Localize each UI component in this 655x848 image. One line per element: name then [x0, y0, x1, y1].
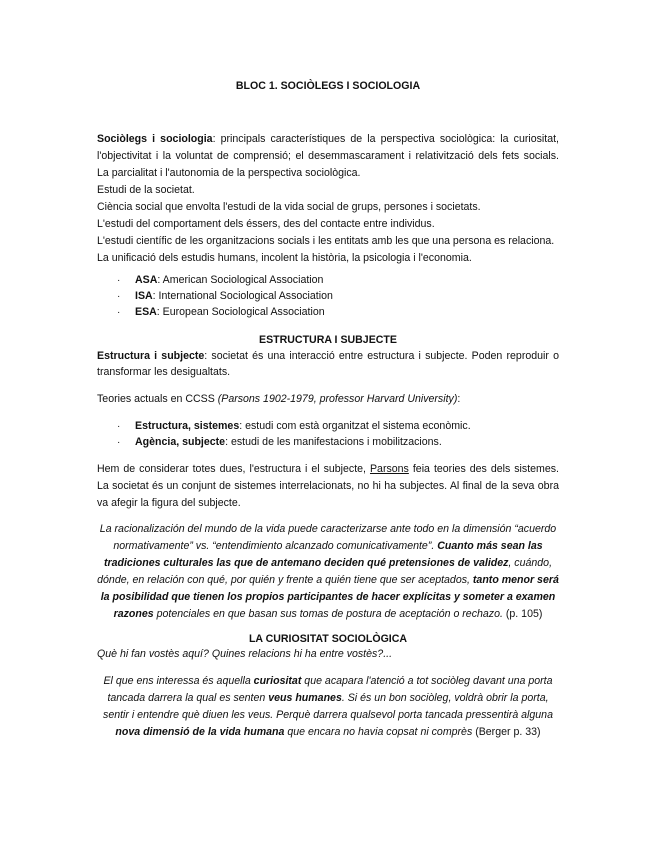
teories-line: Teories actuals en CCSS (Parsons 1902-1979, professor Harvard University):	[97, 393, 461, 405]
curiositat-question: Què hi fan vostès aquí? Quines relacions hi ha entre vostès?...	[97, 648, 393, 660]
list-bullet: ·	[117, 291, 121, 302]
list-bullet: ·	[117, 421, 121, 432]
list-bullet: ·	[117, 437, 121, 448]
document-title: BLOC 1. SOCIÒLEGS I SOCIOLOGIA	[235, 80, 421, 92]
list-item-isa: ISA: International Sociological Association	[135, 290, 333, 302]
intro-line-3: La parcialitat i l'autonomia de la perspectiva sociològica.	[97, 167, 361, 179]
quote2-line-3: sentir i entendre què diuen les veus. Perquè darrera qualsevol porta tancada pressentirà alguna	[103, 709, 553, 721]
quote2-line-2: tancada darrera la qual es senten veus humanes. Si és un bon sociòleg, voldrà obrir la porta,	[107, 692, 549, 704]
quote2-line-4: nova dimensió de la vida humana que encara no havia copsat ni comprès (Berger p. 33)	[115, 726, 541, 738]
section-heading-estructura: ESTRUCTURA I SUBJECTE	[259, 334, 397, 346]
quote2-line-1: El que ens interessa és aquella curiositat que acapara l'atenció a tot sociòleg davant una porta	[103, 675, 553, 687]
quote1-line-6: razones potenciales en que basan sus tomas de postura de aceptación o rechazo. (p. 105)	[113, 608, 543, 620]
parsons-line-3: va afegir la figura del subjecte.	[97, 497, 241, 509]
estructura-line-2: transformar les desigualtats.	[97, 366, 231, 378]
quote1-line-3: tradiciones culturales las que de antemano deciden qué pretensiones de validez, cuándo,	[103, 557, 553, 569]
parsons-link[interactable]: Parsons	[369, 463, 409, 475]
list-item-asa: ASA: American Sociological Association	[135, 274, 324, 286]
intro-line-5: Ciència social que envolta l'estudi de la vida social de grups, persones i societats.	[97, 201, 481, 213]
list-item-agencia: Agència, subjecte: estudi de les manifestacions i mobilitzacions.	[135, 436, 442, 448]
list-bullet: ·	[117, 275, 121, 286]
parsons-line-1: Hem de considerar totes dues, l'estructura i el subjecte, Parsons feia teories des dels sistemes.	[97, 463, 559, 475]
list-item-esa: ESA: European Sociological Association	[135, 306, 325, 318]
intro-line-1: Sociòlegs i sociologia: principals característiques de la perspectiva sociològica: la curiositat,	[97, 133, 559, 145]
intro-line-2: l'objectivitat i la voluntat de comprensió; el desemmascarament i relativització dels fets socials.	[97, 150, 559, 162]
list-bullet: ·	[117, 307, 121, 318]
quote1-line-4: dónde, en relación con qué, por quién y frente a quién tiene que ser aceptados, tanto menor será	[97, 574, 559, 586]
estructura-line-1: Estructura i subjecte: societat és una interacció entre estructura i subjecte. Poden reproduir o	[97, 350, 559, 362]
intro-line-6: L'estudi del comportament dels éssers, des del contacte entre individus.	[97, 218, 435, 230]
intro-line-7: L'estudi científic de les organitzacions socials i les entitats amb les que una persona es relaciona.	[97, 235, 555, 247]
intro-line-4: Estudi de la societat.	[97, 184, 195, 196]
quote1-line-1: La racionalización del mundo de la vida puede caracterizarse ante todo en la dimensión “acuerdo	[99, 523, 557, 535]
list-item-estructura: Estructura, sistemes: estudi com està organitzat el sistema econòmic.	[135, 420, 471, 432]
quote1-line-5: la posibilidad que tienen los propios participantes de hacer explícitas y someter a examen	[100, 591, 556, 603]
section-heading-curiositat: LA CURIOSITAT SOCIOLÒGICA	[248, 633, 408, 645]
quote1-line-2: normativamente” vs. “entendimiento alcanzado comunicativamente”. Cuanto más sean las	[113, 540, 543, 552]
parsons-line-2: La societat és un conjunt de sistemes interrelacionats, no hi ha subjectes. Al final de la seva obra	[97, 480, 559, 492]
intro-line-8: La unificació dels estudis humans, incolent la història, la psicologia i l'economia.	[97, 252, 472, 264]
intro-term: Sociòlegs i sociologia	[97, 133, 213, 145]
